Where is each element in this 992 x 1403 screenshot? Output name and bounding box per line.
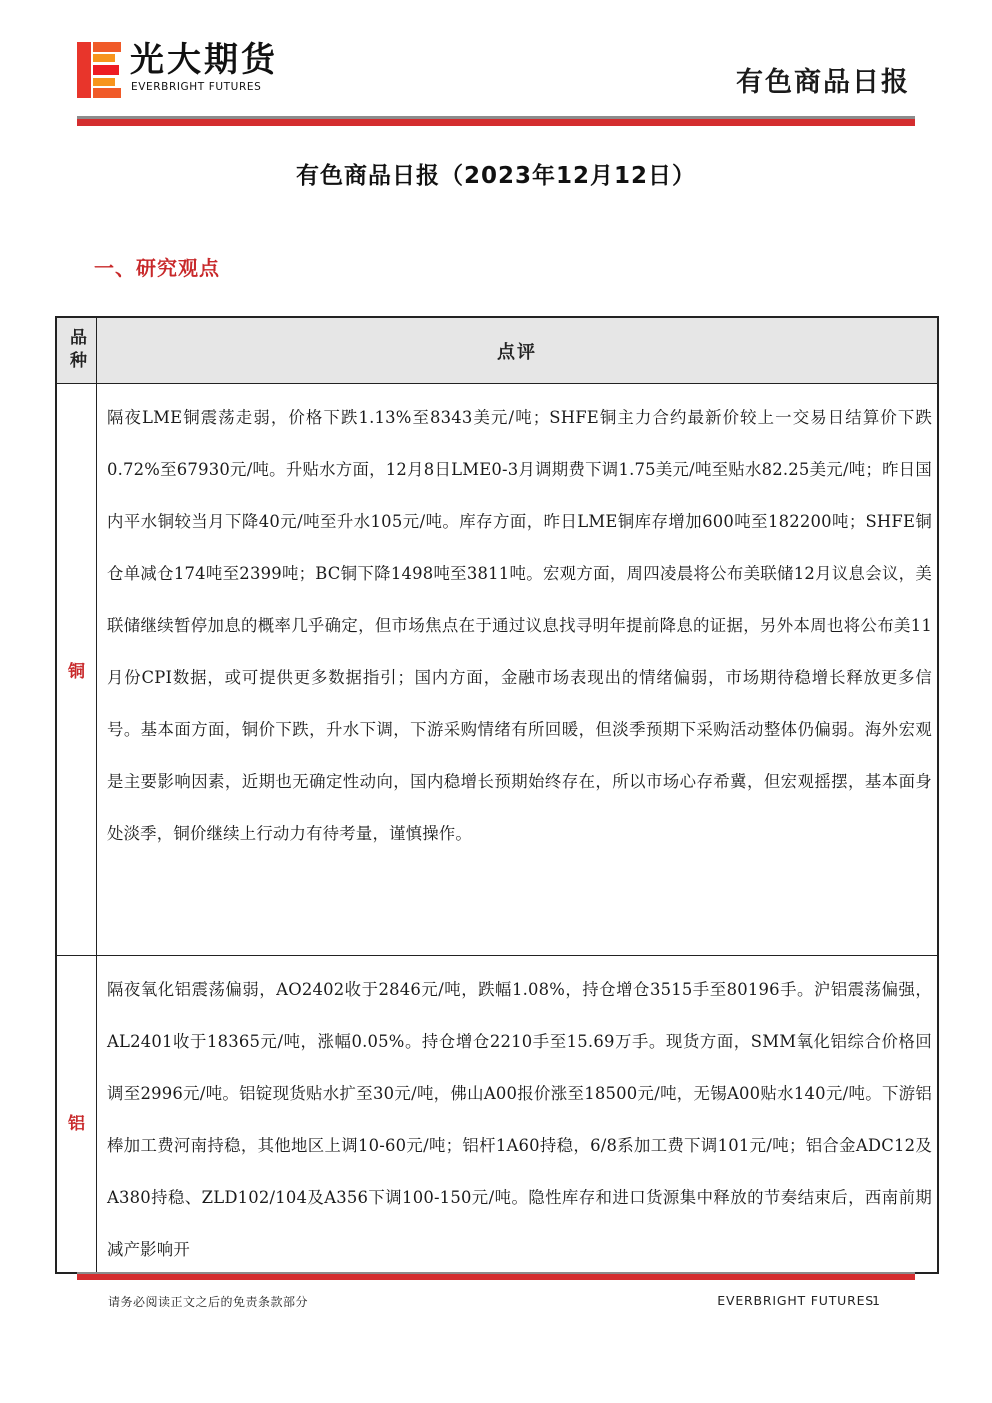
- research-table: [55, 316, 939, 1274]
- table-header-row: [57, 318, 937, 384]
- header-report-name: 有色商品日报: [736, 67, 910, 98]
- header-divider-red: [77, 119, 915, 126]
- table-header-variety-label: 品种: [66, 328, 86, 374]
- variety-aluminum: 铝: [57, 956, 97, 1274]
- logo-english-name: EVERBRIGHT FUTURES: [131, 81, 262, 93]
- table-row-copper: [57, 384, 937, 956]
- table-header-variety: [57, 318, 97, 384]
- page-header: [0, 0, 992, 130]
- footer-divider-red: [77, 1274, 915, 1280]
- document-title: 有色商品日报（2023年12月12日）: [295, 163, 697, 189]
- section-heading: 一、研究观点: [94, 256, 220, 280]
- table-header-comment: 点评: [497, 342, 537, 363]
- variety-copper: 铜: [57, 384, 97, 955]
- footer-disclaimer: 请务必阅读正文之后的免责条款部分: [108, 1295, 309, 1309]
- logo-chinese-name: 光大期货: [130, 40, 278, 80]
- comment-aluminum: 隔夜氧化铝震荡偏弱，AO2402收于2846元/吨，跌幅1.08%，持仓增仓3515手至80196手。沪铝震荡偏强，AL2401收于18365元/吨，涨幅0.05%。持仓增仓2210手至15.69万手。现货方面，SMM氧化铝综合价格回调至2996元/吨。铝锭现货贴水扩至30元/吨，佛山A00报价涨至18500元/吨，无锡A00贴水140元/吨。下游铝棒加工费河南持稳，其他地区上调10-60元/吨；铝杆1A60持稳，6/8系加工费下调101元/吨；铝合金ADC12及A380持稳、ZLD102/104及A356下调100-150元/吨。隐性库存和进口货源集中释放的节奏结束后，西南前期减产影响开: [107, 980, 932, 1259]
- footer-brand: EVERBRIGHT FUTURES: [717, 1293, 874, 1308]
- table-row-aluminum: [57, 956, 937, 1274]
- comment-copper: 隔夜LME铜震荡走弱，价格下跌1.13%至8343美元/吨；SHFE铜主力合约最新价较上一交易日结算价下跌0.72%至67930元/吨。升贴水方面，12月8日LME0-3月调期费下调1.75美元/吨至贴水82.25美元/吨；昨日国内平水铜较当月下降40元/吨至升水105元/吨。库存方面，昨日LME铜库存增加600吨至182200吨；SHFE铜仓单减仓174吨至2399吨；BC铜下降1498吨至3811吨。宏观方面，周四凌晨将公布美联储12月议息会议，美联储继续暂停加息的概率几乎确定，但市场焦点在于通过议息找寻明年提前降息的证据，另外本周也将公布美11月份CPI数据，或可提供更多数据指引；国内方面，金融市场表现出的情绪偏弱，市场期待稳增长释放更多信号。基本面方面，铜价下跌，升水下调，下游采购情绪有所回暖，但淡季预期下采购活动整体仍偏弱。海外宏观是主要影响因素，近期也无确定性动向，国内稳增长预期始终存在，所以市场心存希冀，但宏观摇摆，基本面身处淡季，铜价继续上行动力有待考量，谨慎操作。: [107, 408, 932, 843]
- everbright-logo-icon: [77, 42, 121, 98]
- page-number: 1: [872, 1293, 880, 1308]
